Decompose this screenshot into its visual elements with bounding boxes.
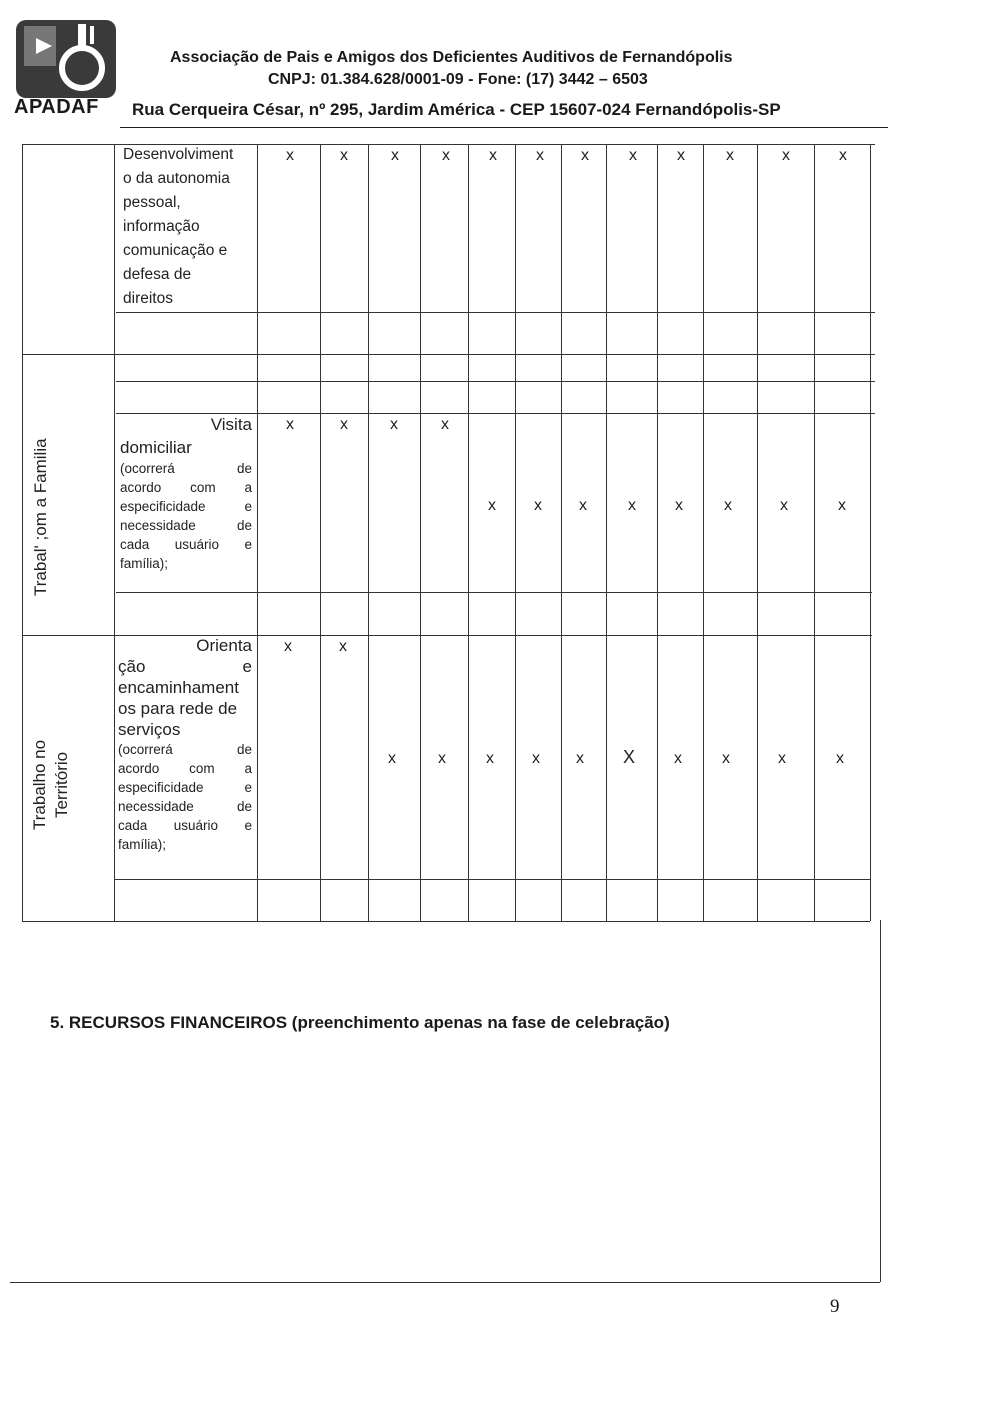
organization-name: Associação de Pais e Amigos dos Deficientes Auditivos de Fernandópolis xyxy=(170,49,733,66)
schedule-mark: x xyxy=(286,416,294,433)
schedule-mark: x xyxy=(486,750,494,767)
activity-line: Orienta xyxy=(196,636,252,655)
activity-line: informação xyxy=(123,218,200,235)
page-border xyxy=(10,1282,880,1283)
schedule-mark: x xyxy=(438,750,446,767)
address: Rua Cerqueira César, nº 295, Jardim América - CEP 15607-024 Fernandópolis-SP xyxy=(132,100,781,119)
schedule-mark: x xyxy=(838,497,846,514)
schedule-mark: x xyxy=(724,497,732,514)
activity-line: os para rede de xyxy=(118,699,238,718)
activity-detail-line: família); xyxy=(120,556,169,571)
activity-line: ção e xyxy=(118,657,252,676)
table-line xyxy=(116,381,875,382)
schedule-mark: x xyxy=(839,147,847,164)
schedule-mark: x xyxy=(488,497,496,514)
activity-line: pessoal, xyxy=(123,194,181,211)
schedule-mark: x xyxy=(579,497,587,514)
activity-orientacao-encaminhamento xyxy=(118,635,252,854)
header-rule xyxy=(120,127,888,128)
table-line xyxy=(515,144,516,921)
schedule-mark: x xyxy=(489,147,497,164)
schedule-mark: x xyxy=(339,638,347,655)
schedule-mark: x xyxy=(628,497,636,514)
activity-detail-line: família); xyxy=(118,837,167,852)
activity-line: o da autonomia xyxy=(123,170,230,187)
activity-line: direitos xyxy=(123,290,173,307)
schedule-mark: x xyxy=(534,497,542,514)
table-line xyxy=(116,312,875,313)
schedule-mark: x xyxy=(778,750,786,767)
schedule-mark: x xyxy=(532,750,540,767)
table-line xyxy=(116,592,872,593)
table-line xyxy=(320,144,321,921)
schedule-mark: x xyxy=(284,638,292,655)
schedule-mark: x xyxy=(782,147,790,164)
activity-line: encaminhament xyxy=(118,678,239,697)
schedule-mark: x xyxy=(677,147,685,164)
activity-detail-line: (ocorrerá de xyxy=(118,742,252,757)
table-line xyxy=(757,144,758,921)
table-line xyxy=(368,144,369,921)
schedule-mark: x xyxy=(442,147,450,164)
activity-line: comunicação e xyxy=(123,242,228,259)
table-line xyxy=(22,144,23,921)
schedule-mark: x xyxy=(780,497,788,514)
section-title: 5. RECURSOS FINANCEIROS (preenchimento apenas na fase de celebração) xyxy=(50,1013,670,1032)
schedule-mark: x xyxy=(391,147,399,164)
schedule-mark: x xyxy=(576,750,584,767)
logo-name: APADAF xyxy=(14,96,99,118)
activity-line: serviços xyxy=(118,720,181,739)
activity-detail-line: acordo com a xyxy=(118,761,252,776)
activity-line: domiciliar xyxy=(120,438,192,457)
page-border xyxy=(880,920,881,1282)
activity-detail-line: cada usuário e xyxy=(118,818,252,833)
schedule-mark: x xyxy=(726,147,734,164)
activity-detail-line: especificidade e xyxy=(118,780,252,795)
table-line xyxy=(420,144,421,921)
table-line xyxy=(468,144,469,921)
schedule-mark: x xyxy=(340,147,348,164)
table-line xyxy=(257,144,258,921)
table-line xyxy=(606,144,607,921)
activity-desenvolvimento xyxy=(123,143,255,311)
page-number: 9 xyxy=(830,1296,840,1317)
table-line xyxy=(657,144,658,921)
activity-line: Visita xyxy=(210,415,252,434)
table-line xyxy=(114,144,115,921)
table-line xyxy=(703,144,704,921)
schedule-mark: x xyxy=(340,416,348,433)
activity-detail-line: (ocorrerá de xyxy=(120,461,252,476)
schedule-mark: x xyxy=(629,147,637,164)
table-line xyxy=(870,144,871,921)
schedule-mark: x xyxy=(674,750,682,767)
activity-detail-line: necessidade de xyxy=(120,518,252,533)
schedule-mark: x xyxy=(390,416,398,433)
cnpj-phone: CNPJ: 01.384.628/0001-09 - Fone: (17) 3442 – 6503 xyxy=(268,71,648,88)
table-line xyxy=(22,354,875,355)
activity-detail-line: especificidade e xyxy=(120,499,252,514)
schedule-mark: x xyxy=(536,147,544,164)
schedule-mark: x xyxy=(836,750,844,767)
activity-detail-line: necessidade de xyxy=(118,799,252,814)
schedule-mark: x xyxy=(441,416,449,433)
activity-visita-domiciliar xyxy=(120,413,252,573)
group-label-territorio-line1: Trabalho no xyxy=(30,739,49,830)
group-label-familia: Trabal' ;om a Familia xyxy=(31,438,50,596)
table-line xyxy=(814,144,815,921)
group-label-territorio-line2: Território xyxy=(52,751,71,818)
activity-line: defesa de xyxy=(123,266,192,283)
schedule-mark: x xyxy=(286,147,294,164)
table-line xyxy=(561,144,562,921)
activity-detail-line: cada usuário e xyxy=(120,537,252,552)
schedule-mark: x xyxy=(675,497,683,514)
activity-line: Desenvolviment xyxy=(123,146,234,163)
activity-detail-line: acordo com a xyxy=(120,480,252,495)
schedule-mark: x xyxy=(722,750,730,767)
schedule-mark: x xyxy=(388,750,396,767)
schedule-mark: X xyxy=(622,747,635,767)
schedule-mark: x xyxy=(581,147,589,164)
apadaf-logo xyxy=(14,18,118,100)
table-line xyxy=(22,921,870,922)
